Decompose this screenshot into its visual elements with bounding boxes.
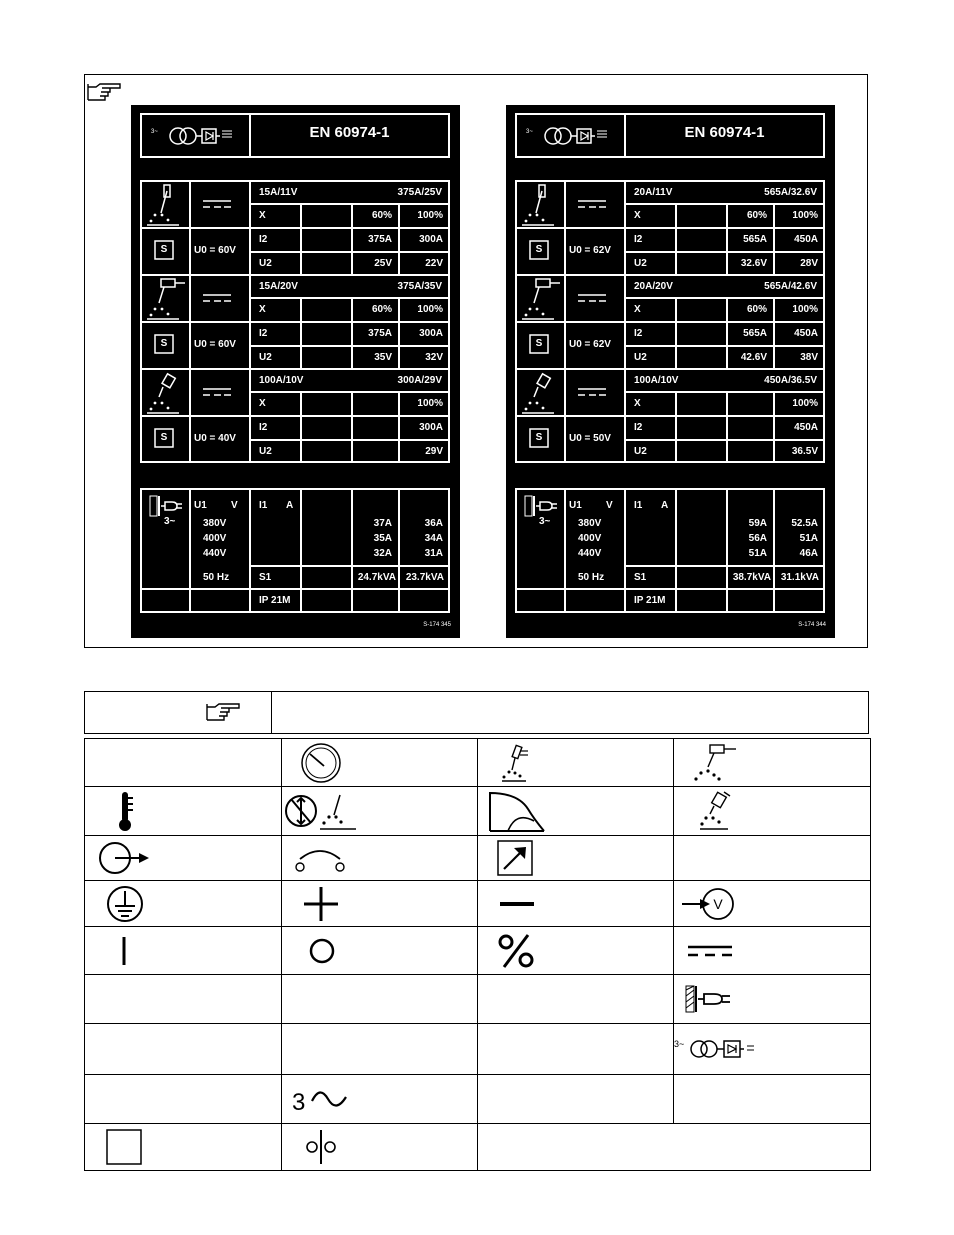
duty-cycle-label: X [634, 210, 641, 221]
duty-cycle-value: 60% [746, 304, 767, 315]
open-circuit-voltage: U0 = 62V [569, 339, 611, 350]
u2-value: 25V [374, 258, 392, 269]
duty-cycle-value: 100% [792, 398, 818, 409]
max-rating: 565A/42.6V [764, 281, 817, 292]
input-voltage: 440V [578, 548, 602, 559]
duty-cycle-value: 100% [417, 304, 443, 315]
input-current: 51A [799, 533, 818, 544]
u1-label: U1 [569, 500, 582, 511]
input-current: 46A [799, 548, 818, 559]
ip-rating: IP 21M [259, 595, 291, 606]
duty-cycle-label: X [259, 210, 266, 221]
current-range: 20A/20V [634, 281, 673, 292]
duty-cycle-label: X [634, 398, 641, 409]
input-voltage: 400V [203, 533, 227, 544]
nameplate-right [506, 105, 835, 638]
current-range: 20A/11V [634, 187, 673, 198]
open-circuit-voltage: U0 = 40V [194, 433, 236, 444]
input-current: 51A [748, 548, 767, 559]
input-voltage: 380V [203, 518, 227, 529]
i2-value: 450A [794, 234, 818, 245]
input-voltage: 440V [203, 548, 227, 559]
ip-rating: IP 21M [634, 595, 666, 606]
duty-cycle-value: 100% [792, 304, 818, 315]
constant-current-curve-icon [488, 789, 546, 833]
u2-label: U2 [634, 258, 647, 269]
phase-label: 3~ [151, 129, 158, 135]
u2-value: 29V [425, 446, 443, 457]
drawing-code: S-174 344 [798, 622, 826, 628]
symbol-table-header [84, 691, 869, 734]
u2-value: 38V [800, 352, 818, 363]
positive-icon [302, 885, 340, 923]
duty-cycle-value: 60% [371, 304, 392, 315]
phase-label: 3~ [539, 516, 551, 527]
i2-label: I2 [634, 234, 643, 245]
i1-label: I1 [259, 500, 268, 511]
kva-value: 31.1kVA [780, 572, 819, 583]
three-phase-ac-icon [292, 1083, 352, 1115]
percent-icon [498, 933, 534, 969]
u2-label: U2 [259, 258, 272, 269]
remote-icon [294, 843, 346, 873]
frequency: 50 Hz [578, 572, 605, 583]
i2-label: I2 [259, 328, 268, 339]
input-current: 36A [424, 518, 443, 529]
input-current: 32A [373, 548, 392, 559]
open-circuit-voltage: U0 = 60V [194, 245, 236, 256]
s-symbol-label: S [535, 338, 543, 349]
i2-value: 565A [743, 328, 767, 339]
input-current: 31A [424, 548, 443, 559]
primary-connection-icon [684, 984, 746, 1014]
u2-value: 28V [800, 258, 818, 269]
circuit-breaker-icon [304, 1128, 338, 1166]
input-current: 34A [424, 533, 443, 544]
meter-dial-icon [298, 742, 344, 784]
u2-value: 22V [425, 258, 443, 269]
u2-label: U2 [259, 446, 272, 457]
open-circuit-voltage: U0 = 62V [569, 245, 611, 256]
i2-label: I2 [259, 234, 268, 245]
pointing-hand-icon [86, 81, 124, 103]
input-current: 35A [373, 533, 392, 544]
input-voltage: 400V [578, 533, 602, 544]
input-current: 37A [373, 518, 392, 529]
duty-cycle-value: 100% [417, 398, 443, 409]
plate-title: EN 60974-1 [684, 124, 765, 141]
s-symbol-label: S [160, 338, 168, 349]
thermometer-icon [115, 790, 135, 832]
open-circuit-voltage: U0 = 60V [194, 339, 236, 350]
u2-value: 35V [374, 352, 392, 363]
duty-cycle-value: 60% [746, 210, 767, 221]
output-icon [97, 840, 153, 876]
nameplate-left [131, 105, 460, 638]
current-range: 15A/11V [259, 187, 298, 198]
current-range: 15A/20V [259, 281, 298, 292]
tig-torch-icon [690, 743, 738, 783]
open-circuit-voltage: U0 = 50V [569, 433, 611, 444]
duty-cycle-value: 100% [417, 210, 443, 221]
i2-value: 300A [419, 422, 443, 433]
s-symbol-label: S [160, 244, 168, 255]
input-current: 59A [748, 518, 767, 529]
svg-text:V: V [713, 895, 723, 912]
max-rating: 450A/36.5V [764, 375, 817, 386]
u2-value: 36.5V [791, 446, 818, 457]
u2-value: 32V [425, 352, 443, 363]
u2-value: 42.6V [740, 352, 767, 363]
max-rating: 375A/35V [397, 281, 442, 292]
duty-cycle-value: 60% [371, 210, 392, 221]
kva-value: 23.7kVA [405, 572, 444, 583]
u2-label: U2 [259, 352, 272, 363]
i1-label: I1 [634, 500, 643, 511]
phase-label: 3~ [526, 129, 533, 135]
amp-unit: A [286, 500, 294, 511]
duty-cycle-label: X [634, 304, 641, 315]
u2-label: U2 [634, 446, 647, 457]
duty-cycle-label: X [259, 304, 266, 315]
s1-label: S1 [259, 572, 272, 583]
kva-value: 38.7kVA [732, 572, 771, 583]
protective-earth-icon [105, 884, 145, 924]
i2-label: I2 [634, 328, 643, 339]
three-phase-label: 3 [292, 1089, 306, 1115]
i2-label: I2 [259, 422, 268, 433]
phase-label: 3~ [164, 516, 176, 527]
s-symbol-label: S [535, 432, 543, 443]
mig-gun-icon [696, 790, 736, 832]
no-change-while-welding-icon [284, 789, 360, 833]
drawing-code: S-174 345 [423, 622, 451, 628]
volt-unit: V [606, 500, 613, 511]
input-current: 56A [748, 533, 767, 544]
s1-label: S1 [634, 572, 647, 583]
rectifier-icon [674, 1037, 758, 1061]
u1-label: U1 [194, 500, 207, 511]
volt-unit: V [231, 500, 238, 511]
stick-welding-icon [500, 743, 534, 783]
i2-value: 375A [368, 234, 392, 245]
negative-icon [498, 899, 536, 909]
on-icon [119, 936, 129, 966]
i2-value: 450A [794, 422, 818, 433]
kva-value: 24.7kVA [357, 572, 396, 583]
svg-text:3~: 3~ [674, 1039, 685, 1049]
i2-label: I2 [634, 422, 643, 433]
s-symbol-label: S [535, 244, 543, 255]
max-rating: 300A/29V [397, 375, 442, 386]
i2-value: 375A [368, 328, 392, 339]
pointing-hand-icon [205, 701, 243, 723]
s-symbol-label: S [160, 432, 168, 443]
frequency: 50 Hz [203, 572, 230, 583]
max-rating: 565A/32.6V [764, 187, 817, 198]
i2-value: 300A [419, 328, 443, 339]
increase-icon [496, 839, 534, 877]
current-range: 100A/10V [634, 375, 679, 386]
u2-label: U2 [634, 352, 647, 363]
duty-cycle-value: 100% [792, 210, 818, 221]
input-voltage: 380V [578, 518, 602, 529]
symbol-table [84, 738, 871, 1171]
i2-value: 450A [794, 328, 818, 339]
voltage-input-icon [680, 886, 736, 922]
amp-unit: A [661, 500, 669, 511]
current-range: 100A/10V [259, 375, 304, 386]
u2-value: 32.6V [740, 258, 767, 269]
off-icon [308, 937, 336, 965]
i2-value: 565A [743, 234, 767, 245]
max-rating: 375A/25V [397, 187, 442, 198]
square-icon [105, 1128, 143, 1166]
duty-cycle-label: X [259, 398, 266, 409]
plate-title: EN 60974-1 [309, 124, 390, 141]
input-current: 52.5A [791, 518, 818, 529]
i2-value: 300A [419, 234, 443, 245]
dc-icon [686, 944, 734, 958]
